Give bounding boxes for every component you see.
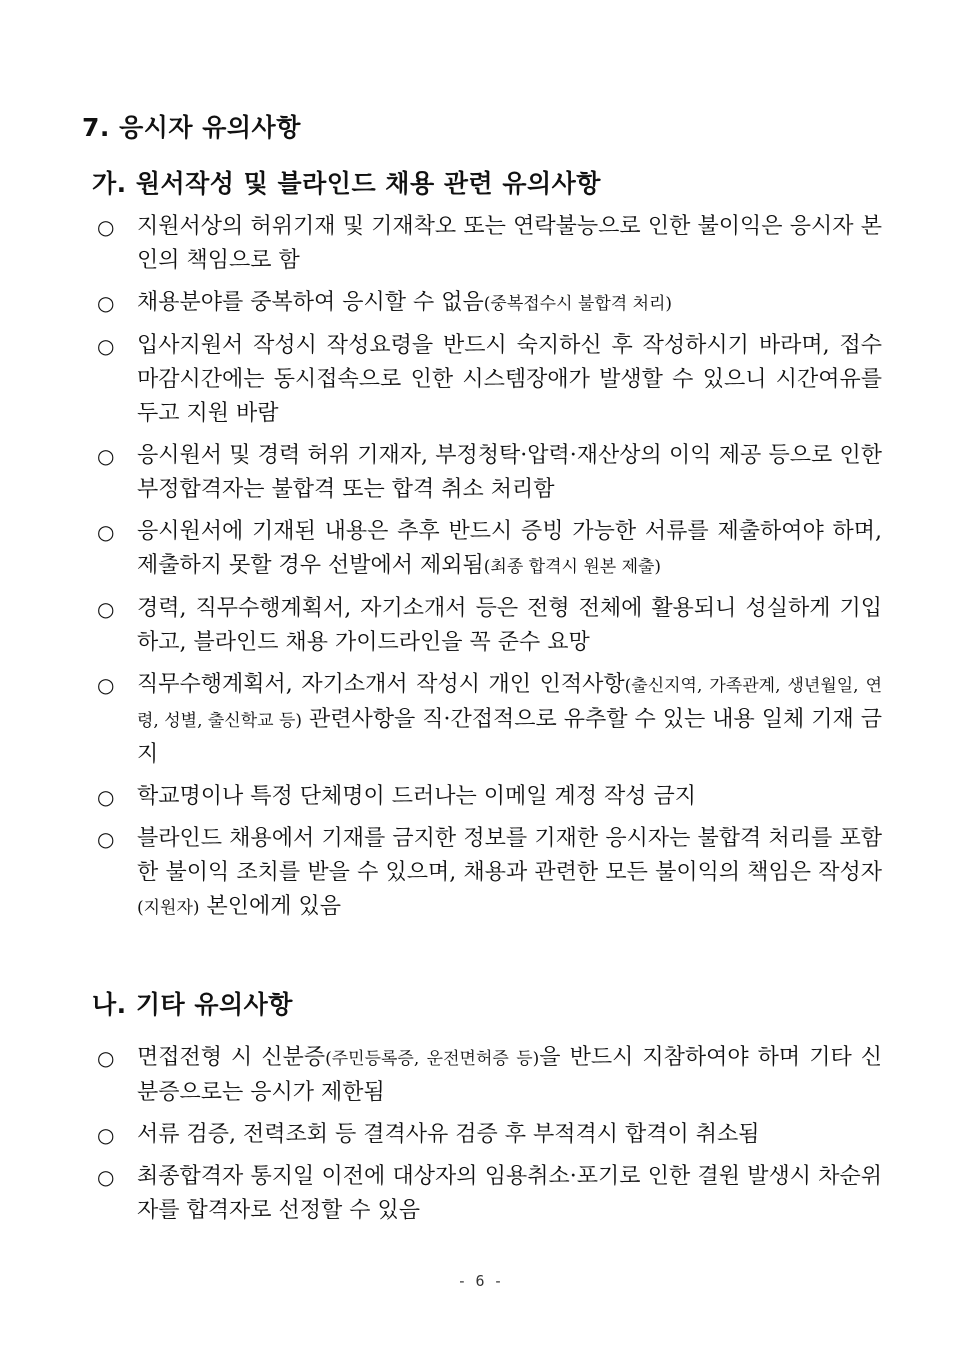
notice-list-b: [97, 1041, 882, 1236]
bullet-icon: ○: [97, 1046, 115, 1070]
item-note: (주민등록증, 운전면허증 등): [325, 1049, 540, 1069]
bullet-icon: ○: [97, 1123, 115, 1147]
bullet-icon: ○: [97, 673, 115, 697]
list-item: ○ 직무수행계획서, 자기소개서 작성시 개인 인적사항(출신지역, 가족관계, 생년월일, 연령, 성별, 출신학교 등) 관련사항을 직·간접적으로 유추할 수 있는 내용 일체 기재 금지: [97, 668, 882, 772]
bullet-icon: ○: [97, 1165, 115, 1189]
bullet-icon: ○: [97, 334, 115, 358]
item-note: (출신지역, 가족관계, 생년월일, 연령, 성별, 출신학교 등): [137, 676, 882, 731]
section-title: 7. 응시자 유의사항: [82, 113, 301, 142]
item-note: (최종 합격시 원본 제출): [483, 557, 662, 577]
list-item: ○ 입사지원서 작성시 작성요령을 반드시 숙지하신 후 작성하시기 바라며, 접수 마감시간에는 동시접속으로 인한 시스템장애가 발생할 수 있으니 시간여유를 두고 지원 바람: [97, 329, 882, 431]
list-item: ○ 경력, 직무수행계획서, 자기소개서 등은 전형 전체에 활용되니 성실하게 기입하고, 블라인드 채용 가이드라인을 꼭 준수 요망: [97, 592, 882, 660]
item-note: (중복접수시 불합격 처리): [483, 294, 673, 314]
bullet-icon: ○: [97, 520, 115, 544]
list-item: ○ 면접전형 시 신분증(주민등록증, 운전면허증 등)을 반드시 지참하여야 하며 기타 신분증으로는 응시가 제한됨: [97, 1041, 882, 1110]
bullet-icon: ○: [97, 291, 115, 315]
notice-list-a: [97, 210, 882, 933]
bullet-icon: ○: [97, 597, 115, 621]
list-item: ○ 최종합격자 통지일 이전에 대상자의 임용취소·포기로 인한 결원 발생시 차순위 자를 합격자로 선정할 수 있음: [97, 1160, 882, 1228]
bullet-icon: ○: [97, 785, 115, 809]
list-item: ○ 채용분야를 중복하여 응시할 수 없음(중복접수시 불합격 처리): [97, 286, 882, 321]
bullet-icon: ○: [97, 215, 115, 239]
list-item: ○ 응시원서 및 경력 허위 기재자, 부정청탁·압력·재산상의 이익 제공 등으로 인한 부정합격자는 불합격 또는 합격 취소 처리함: [97, 439, 882, 507]
bullet-icon: ○: [97, 444, 115, 468]
list-item: ○ 학교명이나 특정 단체명이 드러나는 이메일 계정 작성 금지: [97, 780, 882, 814]
list-item: ○ 서류 검증, 전력조회 등 결격사유 검증 후 부적격시 합격이 취소됨: [97, 1118, 882, 1152]
list-item: ○ 응시원서에 기재된 내용은 추후 반드시 증빙 가능한 서류를 제출하여야 하며, 제출하지 못할 경우 선발에서 제외됨(최종 합격시 원본 제출): [97, 515, 882, 584]
subsection-title-a: 가. 원서작성 및 블라인드 채용 관련 유의사항: [92, 169, 601, 198]
list-item: ○ 블라인드 채용에서 기재를 금지한 정보를 기재한 응시자는 불합격 처리를 포함한 불이익 조치를 받을 수 있으며, 채용과 관련한 모든 불이익의 책임은 작성자(지원자) 본인에게 있음: [97, 822, 882, 925]
item-note: (지원자): [137, 898, 200, 918]
page-number: - 6 -: [457, 1272, 503, 1290]
subsection-title-b: 나. 기타 유의사항: [92, 990, 293, 1019]
list-item: ○ 지원서상의 허위기재 및 기재착오 또는 연락불능으로 인한 불이익은 응시자 본인의 책임으로 함: [97, 210, 882, 278]
bullet-icon: ○: [97, 827, 115, 851]
